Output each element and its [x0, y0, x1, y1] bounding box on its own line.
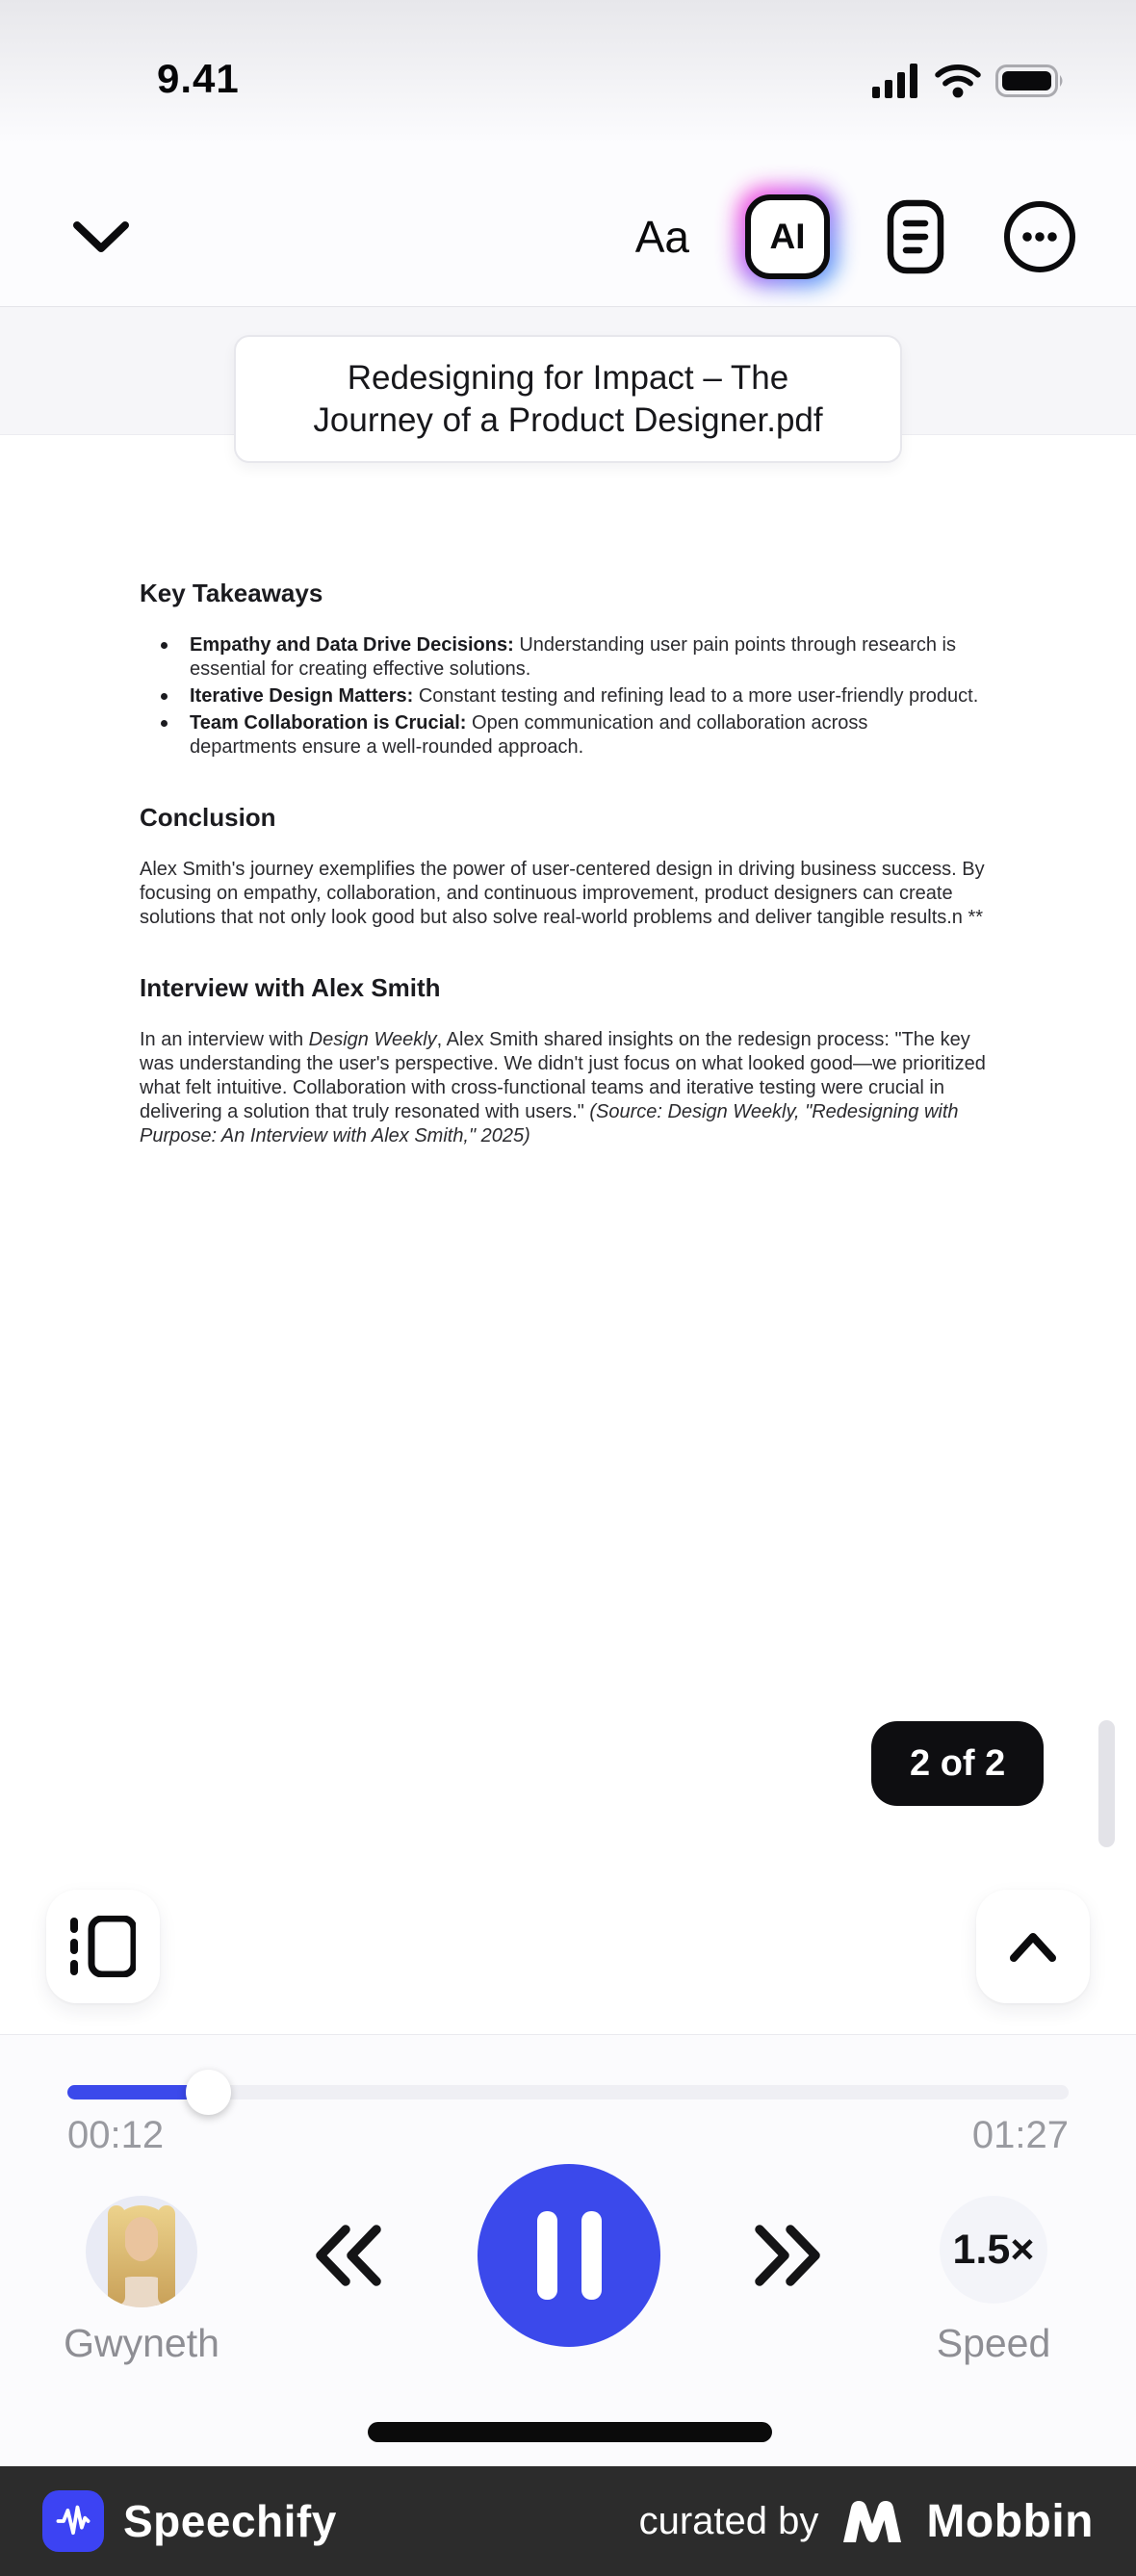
- double-chevron-right-icon: [751, 2223, 828, 2288]
- speechify-brand: [42, 2490, 337, 2552]
- list-item: [190, 684, 979, 708]
- remaining-time: 01:27: [971, 2114, 1069, 2156]
- avatar-hair-strand: [158, 2205, 175, 2306]
- bullet-lead: Iterative Design Matters:: [190, 685, 414, 707]
- interview-seg2: Design Weekly: [308, 1029, 437, 1050]
- voice-name-label: Gwyneth: [64, 2321, 219, 2365]
- voice-selector-button[interactable]: [86, 2196, 197, 2307]
- status-time: 9.41: [157, 56, 240, 101]
- battery-icon: [995, 64, 1067, 98]
- home-indicator[interactable]: [368, 2422, 772, 2442]
- section-heading-key-takeaways: Key Takeaways: [140, 579, 323, 607]
- list-item: [190, 711, 979, 760]
- skip-forward-button[interactable]: [732, 2198, 847, 2313]
- conclusion-paragraph: Alex Smith's journey exemplifies the power of user-centered design in driving business success. By focusing on empathy, collaboration, and continuous improvement, product designers can create solutions that not only look good but also solve real-world problems and deliver tangible results.n **: [140, 859, 985, 928]
- speechify-logo-icon: [42, 2490, 104, 2552]
- list-item: [190, 633, 979, 682]
- page-indicator-badge: 2 of 2: [871, 1721, 1044, 1806]
- time-labels: [67, 2114, 1069, 2157]
- pause-icon: [537, 2211, 557, 2300]
- avatar-hair-strand: [108, 2205, 125, 2306]
- pause-icon: [581, 2211, 602, 2300]
- interview-seg4: (Source: Design Weekly, "Redesigning with Purpose: An Interview with Alex Smith," 2025): [140, 1101, 959, 1146]
- avatar-face: [124, 2217, 159, 2261]
- ellipsis-circle-icon: [1001, 198, 1078, 275]
- collapse-panel-button[interactable]: [976, 1890, 1090, 2003]
- status-bar: [0, 0, 1136, 193]
- page-thumbnails-button[interactable]: [46, 1890, 160, 2003]
- curated-by-group: [639, 2495, 1094, 2548]
- double-chevron-left-icon: [308, 2223, 385, 2288]
- playback-speed-button[interactable]: 1.5×: [940, 2196, 1047, 2304]
- speed-label: Speed: [936, 2321, 1051, 2365]
- bullet-text: Open communication and collaboration across departments ensure a well-rounded approach.: [190, 712, 868, 758]
- key-takeaways-list: [140, 633, 1001, 760]
- curated-by-text: curated by: [638, 2499, 819, 2542]
- document-title-line1: Redesigning for Impact – The: [347, 358, 789, 397]
- document-list-icon: [886, 198, 945, 275]
- ai-button-label: AI: [745, 194, 830, 279]
- chevron-down-icon: [70, 218, 132, 256]
- cellular-signal-icon: [872, 64, 920, 98]
- speechify-wordmark: Speechify: [123, 2496, 337, 2546]
- elapsed-time: 00:12: [67, 2114, 165, 2156]
- bullet-lead: Team Collaboration is Crucial:: [190, 712, 467, 734]
- interview-seg1: In an interview with: [140, 1029, 309, 1050]
- collapse-reader-button[interactable]: [67, 210, 135, 264]
- reader-toolbar: [0, 189, 1136, 293]
- text-settings-button[interactable]: Aa: [634, 212, 689, 262]
- bullet-text: Constant testing and refining lead to a more user-friendly product.: [413, 685, 979, 707]
- toolbar-actions: [635, 189, 1078, 285]
- mobbin-logo-icon: [841, 2498, 903, 2544]
- progress-bar[interactable]: [67, 2085, 1069, 2099]
- pause-button[interactable]: [478, 2164, 660, 2347]
- mobbin-wordmark: Mobbin: [926, 2495, 1094, 2547]
- section-heading-conclusion: Conclusion: [140, 803, 276, 832]
- scrollbar-thumb[interactable]: [1098, 1720, 1115, 1847]
- section-heading-interview: Interview with Alex Smith: [140, 973, 441, 1002]
- attribution-bar: [0, 2466, 1136, 2576]
- chevron-up-icon: [1007, 1928, 1059, 1965]
- more-options-button[interactable]: [1001, 198, 1078, 275]
- pdf-page-content: [140, 578, 1001, 1148]
- interview-seg3: , Alex Smith shared insights on the redesign process: "The key was understanding the user's perspective. We didn't just focus on what looked good—we prioritized what felt intuitive. Collaboration with cross-functional teams and iterative testing were crucial in delivering a solution that truly resonated with users.": [140, 1029, 986, 1122]
- document-contents-button[interactable]: [886, 198, 945, 275]
- bullet-text: Understanding user pain points through research is essential for creating effective solutions.: [190, 634, 956, 680]
- status-icons: [872, 64, 1067, 98]
- wifi-icon: [935, 64, 981, 98]
- page-thumbnails-icon: [70, 1916, 136, 1977]
- document-title-line2: Journey of a Product Designer.pdf: [313, 400, 823, 439]
- skip-back-button[interactable]: [289, 2198, 404, 2313]
- document-title-card[interactable]: [234, 335, 902, 463]
- progress-knob[interactable]: [186, 2070, 231, 2115]
- ai-assistant-button[interactable]: [745, 194, 830, 279]
- interview-paragraph: [140, 1028, 1001, 1148]
- audio-player-panel: [0, 2034, 1136, 2466]
- pdf-reader-viewport[interactable]: [0, 306, 1136, 2034]
- bullet-lead: Empathy and Data Drive Decisions:: [190, 634, 514, 656]
